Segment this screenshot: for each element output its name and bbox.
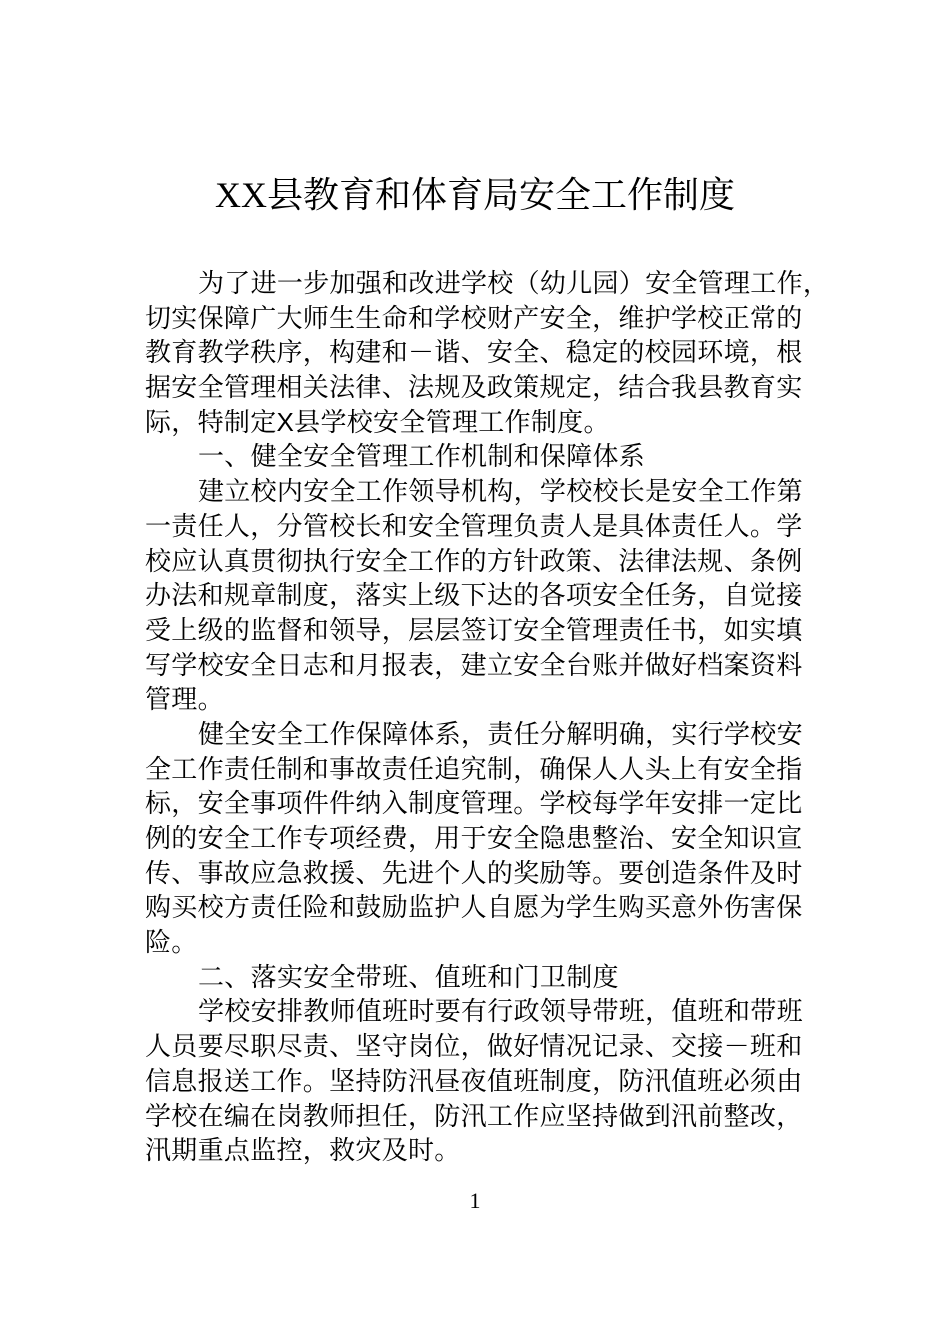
text-line: 一责任人，分管校长和安全管理负责人是具体责任人。学 (145, 510, 803, 541)
text-line: 二、落实安全带班、值班和门卫制度 (198, 961, 619, 992)
text-line: 健全安全工作保障体系，责任分解明确，实行学校安 (198, 718, 803, 749)
document-title: XX县教育和体育局安全工作制度 (215, 175, 735, 215)
page-number: 1 (469, 1188, 481, 1213)
text-line: 传、事故应急救援、先进个人的奖励等。要创造条件及时 (145, 857, 803, 888)
paragraph (145, 717, 845, 960)
paragraph (145, 266, 845, 439)
text-line: 人员要尽职尽责、坚守岗位，做好情况记录、交接－班和 (145, 1031, 803, 1062)
section-heading (145, 960, 845, 995)
text-line: 购买校方责任险和鼓励监护人自愿为学生购买意外伤害保 (145, 892, 803, 923)
document-body (145, 266, 845, 1168)
section-heading (145, 439, 845, 474)
paragraph (145, 474, 845, 717)
text-line: 学校在编在岗教师担任，防汛工作应坚持做到汛前整改， (145, 1100, 803, 1131)
text-line: 学校安排教师值班时要有行政领导带班，值班和带班 (198, 996, 803, 1027)
text-line: 例的安全工作专项经费，用于安全隐患整治、安全知识宣 (145, 823, 803, 853)
text-line: 为了进一步加强和改进学校（幼儿园）安全管理工作， (198, 268, 830, 298)
text-line: 建立校内安全工作领导机构，学校校长是安全工作第 (198, 476, 803, 507)
text-line: 标，安全事项件件纳入制度管理。学校每学年安排一定比 (145, 788, 803, 819)
paragraph (145, 994, 845, 1167)
text-line: 校应认真贯彻执行安全工作的方针政策、法律法规、条例 (145, 545, 803, 576)
text-line: 管理。 (145, 684, 224, 715)
text-line: 全工作责任制和事故责任追究制，确保人人头上有安全指 (145, 753, 803, 784)
text-line: 办法和规章制度，落实上级下达的各项安全任务，自觉接 (145, 580, 803, 611)
text-line: 际，特制定X县学校安全管理工作制度。 (145, 406, 610, 437)
text-line: 一、健全安全管理工作机制和保障体系 (198, 441, 646, 472)
text-line: 险。 (145, 927, 198, 958)
text-line: 受上级的监督和领导，层层签订安全管理责任书，如实填 (145, 614, 803, 645)
text-line: 切实保障广大师生生命和学校财产安全，维护学校正常的 (145, 302, 803, 333)
text-line: 写学校安全日志和月报表，建立安全台账并做好档案资料 (145, 649, 803, 680)
text-line: 汛期重点监控，救灾及时。 (145, 1135, 461, 1166)
text-line: 教育教学秩序，构建和－谐、安全、稳定的校园环境，根 (145, 337, 803, 368)
text-line: 据安全管理相关法律、法规及政策规定，结合我县教育实 (145, 372, 803, 403)
text-line: 信息报送工作。坚持防汛昼夜值班制度，防汛值班必须由 (145, 1065, 803, 1096)
